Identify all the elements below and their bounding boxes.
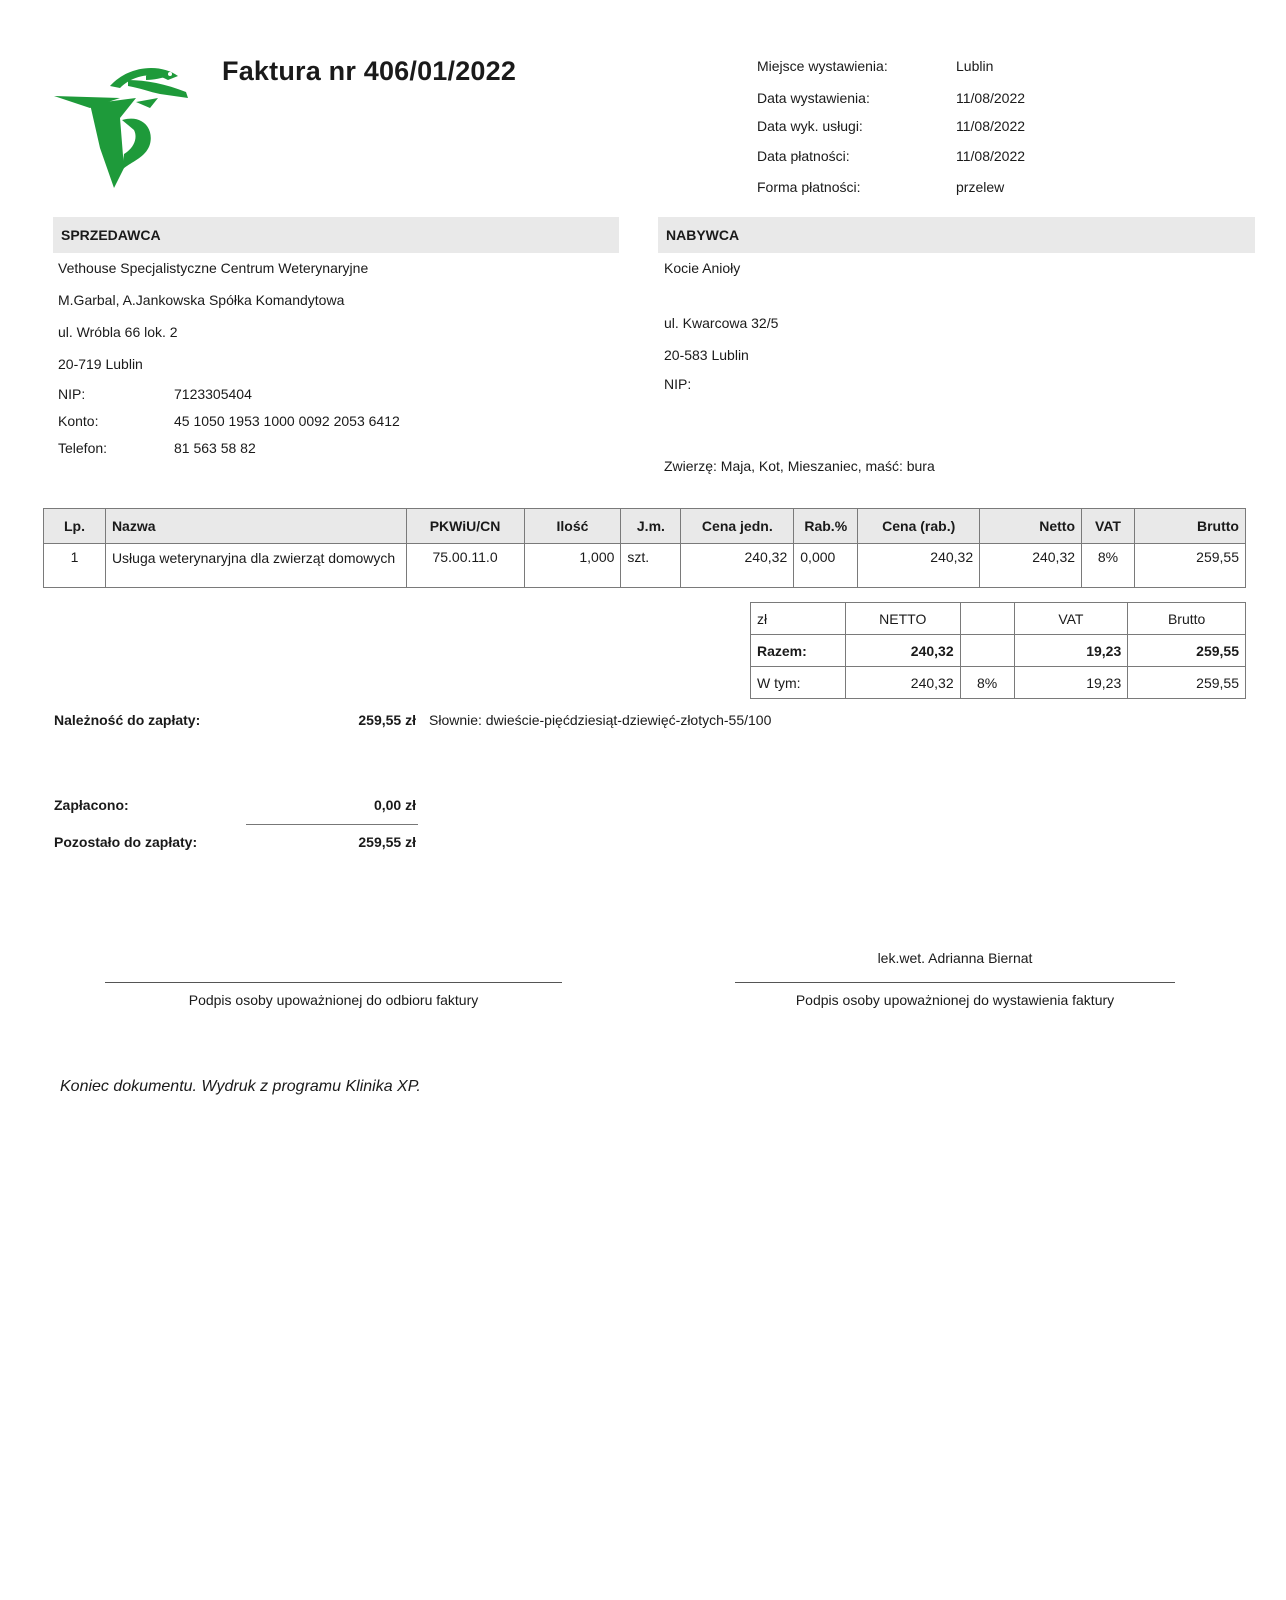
summary-breakdown-gross: 259,55 [1128,667,1246,699]
items-header-row [44,509,1246,544]
col-header: VAT [1082,509,1135,544]
seller-nip-label: NIP: [58,386,86,402]
summary-header: NETTO [845,603,960,635]
summary-header: VAT [1014,603,1128,635]
paid-amount: 0,00 zł [373,797,416,813]
summary-total-gross: 259,55 [1128,635,1246,667]
seller-phone-value: 81 563 58 82 [174,440,256,456]
due-label: Należność do zapłaty: [54,712,201,728]
summary-total-label: Razem: [751,635,846,667]
buyer-city: 20-583 Lublin [664,347,749,363]
summary-header [960,603,1014,635]
cell-net: 240,32 [980,544,1082,588]
col-header: PKWiU/CN [406,509,524,544]
remaining-label: Pozostało do zapłaty: [54,834,198,850]
meta-place [757,58,1177,78]
footer-note: Koniec dokumentu. Wydruk z programu Klinika XP. [60,1078,421,1095]
cell-lp: 1 [44,544,106,588]
buyer-street: ul. Kwarcowa 32/5 [664,315,779,331]
items-table [43,508,1246,588]
paid-label: Zapłacono: [54,797,129,813]
summary-breakdown-label: W tym: [751,667,846,699]
buyer-heading: NABYWCA [658,217,1255,253]
col-header: J.m. [621,509,681,544]
summary-table [750,602,1246,699]
meta-payment-method [757,179,1177,199]
meta-value: przelew [956,179,1005,195]
seller-street: ul. Wróbla 66 lok. 2 [58,324,178,340]
cell-name: Usługa weterynaryjna dla zwierząt domowych [105,544,406,588]
summary-total-net: 240,32 [845,635,960,667]
seller-city: 20-719 Lublin [58,356,143,372]
receiver-signature-line [105,982,562,983]
summary-header: zł [751,603,846,635]
seller-phone [58,440,256,456]
summary-total-rate [960,635,1014,667]
col-header: Cena jedn. [681,509,794,544]
cell-discounted-price: 240,32 [858,544,980,588]
meta-label: Miejsce wystawienia: [757,58,888,74]
meta-service-date [757,118,1177,138]
issuer-signature-caption: Podpis osoby upoważnionej do wystawienia faktury [795,992,1115,1008]
col-header: Brutto [1135,509,1246,544]
cell-qty: 1,000 [524,544,621,588]
cell-vat: 8% [1082,544,1135,588]
receiver-signature-caption: Podpis osoby upoważnionej do odbioru faktury [188,992,479,1008]
summary-header: Brutto [1128,603,1246,635]
summary-breakdown-vat: 19,23 [1014,667,1128,699]
due-words: Słownie: dwieście-pięćdziesiąt-dziewięć-złotych-55/100 [429,712,772,728]
meta-label: Data płatności: [757,148,850,164]
seller-nip-value: 7123305404 [174,386,252,402]
meta-label: Forma płatności: [757,179,861,195]
remaining-amount: 259,55 zł [358,834,416,850]
meta-payment-date [757,148,1177,168]
due-amount: 259,55 zł [358,712,416,728]
seller-name-1: Vethouse Specjalistyczne Centrum Weterynaryjne [58,260,369,276]
buyer-name: Kocie Anioły [664,260,741,276]
meta-value: 11/08/2022 [956,148,1026,164]
issuer-name: lek.wet. Adrianna Biernat [877,950,1033,966]
seller-heading: SPRZEDAWCA [53,217,619,253]
invoice-title: Faktura nr 406/01/2022 [222,56,517,86]
clinic-logo [50,58,195,193]
buyer-animal: Zwierzę: Maja, Kot, Mieszaniec, maść: bura [664,458,935,474]
summary-total-vat: 19,23 [1014,635,1128,667]
table-row [44,544,1246,588]
summary-breakdown-net: 240,32 [845,667,960,699]
cell-gross: 259,55 [1135,544,1246,588]
seller-account-label: Konto: [58,413,99,429]
seller-account [58,413,400,429]
cell-unit-price: 240,32 [681,544,794,588]
col-header: Lp. [44,509,106,544]
seller-phone-label: Telefon: [58,440,108,456]
col-header: Nazwa [105,509,406,544]
col-header: Netto [980,509,1082,544]
meta-value: Lublin [956,58,994,74]
buyer-nip-label: NIP: [664,376,692,392]
seller-nip [58,386,252,402]
cell-discount: 0,000 [794,544,858,588]
meta-value: 11/08/2022 [956,90,1026,106]
meta-label: Data wystawienia: [757,90,870,106]
col-header: Rab.% [794,509,858,544]
meta-issue-date [757,90,1177,110]
summary-total-row [751,635,1246,667]
summary-breakdown-row [751,667,1246,699]
summary-breakdown-rate: 8% [960,667,1014,699]
issuer-signature-line [735,982,1175,983]
meta-label: Data wyk. usługi: [757,118,863,134]
summary-header-row [751,603,1246,635]
paid-divider [246,824,418,825]
seller-account-value: 45 1050 1953 1000 0092 2053 6412 [174,413,400,429]
col-header: Cena (rab.) [858,509,980,544]
seller-name-2: M.Garbal, A.Jankowska Spółka Komandytowa [58,292,345,308]
meta-value: 11/08/2022 [956,118,1026,134]
cell-unit: szt. [621,544,681,588]
col-header: Ilość [524,509,621,544]
cell-pkwiu: 75.00.11.0 [406,544,524,588]
